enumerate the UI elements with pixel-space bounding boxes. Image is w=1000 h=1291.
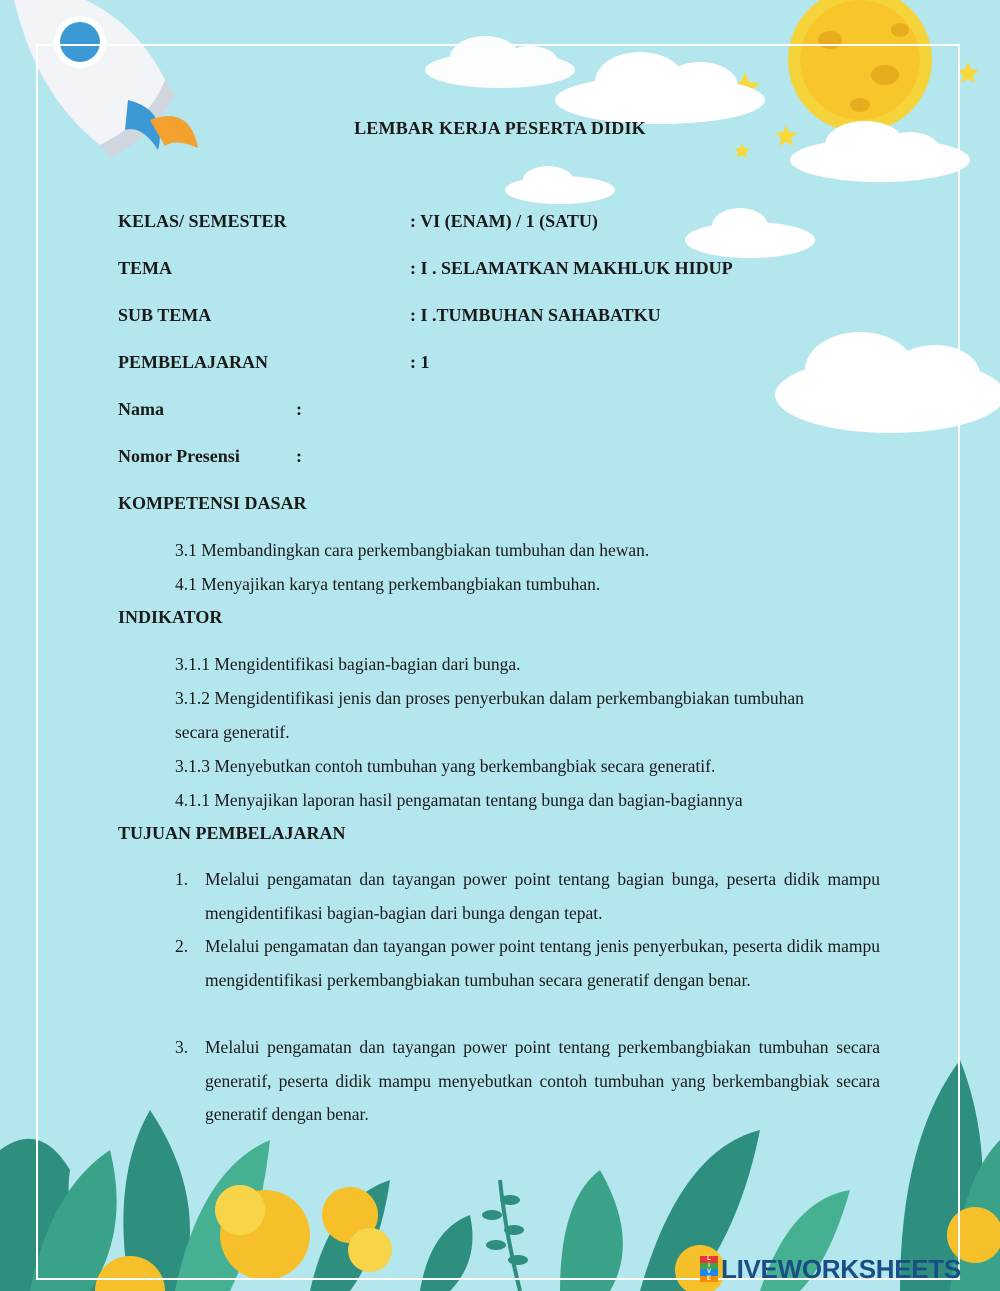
liveworksheets-logo-icon [700,1256,718,1282]
tujuan-heading: TUJUAN PEMBELAJARAN [118,823,346,843]
info-value: : VI (ENAM) / 1 (SATU) [410,211,598,231]
student-name-colon: : [296,399,302,419]
indikator-item: 3.1.1 Mengidentifikasi bagian-bagian dari bunga. [175,654,521,674]
kompetensi-item: 4.1 Menyajikan karya tentang perkembangbiakan tumbuhan. [175,574,601,594]
indikator-item-continued: secara generatif. [175,722,290,742]
tujuan-item [175,863,880,930]
page-title: LEMBAR KERJA PESERTA DIDIK [354,118,646,138]
info-label: KELAS/ SEMESTER [118,211,287,231]
student-number-colon: : [296,446,302,466]
info-label: SUB TEMA [118,305,212,325]
tujuan-number: 1. [175,869,189,889]
student-name-label: Nama [118,399,164,419]
logo-letter: L [700,1256,718,1263]
indikator-heading: INDIKATOR [118,607,223,627]
kompetensi-heading: KOMPETENSI DASAR [118,493,307,513]
student-number-label: Nomor Presensi [118,446,240,466]
tujuan-item [175,1031,880,1132]
liveworksheets-watermark [700,1254,961,1284]
tujuan-text: Melalui pengamatan dan tayangan power point tentang perkembangbiakan tumbuhan secara generatif, peserta didik mampu menyebutkan contoh tumbuhan yang berkembangbiak secara generatif dengan benar. [205,1037,880,1124]
tujuan-number: 3. [175,1037,189,1057]
info-label: TEMA [118,258,172,278]
tujuan-text: Melalui pengamatan dan tayangan power point tentang bagian bunga, peserta didik mampu mengidentifikasi bagian-bagian dari bunga dengan tepat. [205,869,880,923]
logo-letter: E [700,1276,718,1283]
indikator-item: 3.1.3 Menyebutkan contoh tumbuhan yang berkembangbiak secara generatif. [175,756,716,776]
kompetensi-item: 3.1 Membandingkan cara perkembangbiakan tumbuhan dan hewan. [175,540,650,560]
info-value: : I .TUMBUHAN SAHABATKU [410,305,661,325]
indikator-item: 4.1.1 Menyajikan laporan hasil pengamatan tentang bunga dan bagian-bagiannya [175,790,743,810]
info-value: : 1 [410,352,430,372]
indikator-item: 3.1.2 Mengidentifikasi jenis dan proses penyerbukan dalam perkembangbiakan tumbuhan [175,688,804,708]
tujuan-text: Melalui pengamatan dan tayangan power point tentang jenis penyerbukan, peserta didik mampu mengidentifikasi perkembangbiakan tumbuhan secara generatif dengan benar. [205,936,880,990]
tujuan-number: 2. [175,936,189,956]
logo-letter: I [700,1263,718,1270]
info-label: PEMBELAJARAN [118,352,269,372]
logo-letter: V [700,1269,718,1276]
info-value: : I . SELAMATKAN MAKHLUK HIDUP [410,258,733,278]
tujuan-item [175,930,880,997]
watermark-text: LIVEWORKSHEETS [721,1253,961,1284]
